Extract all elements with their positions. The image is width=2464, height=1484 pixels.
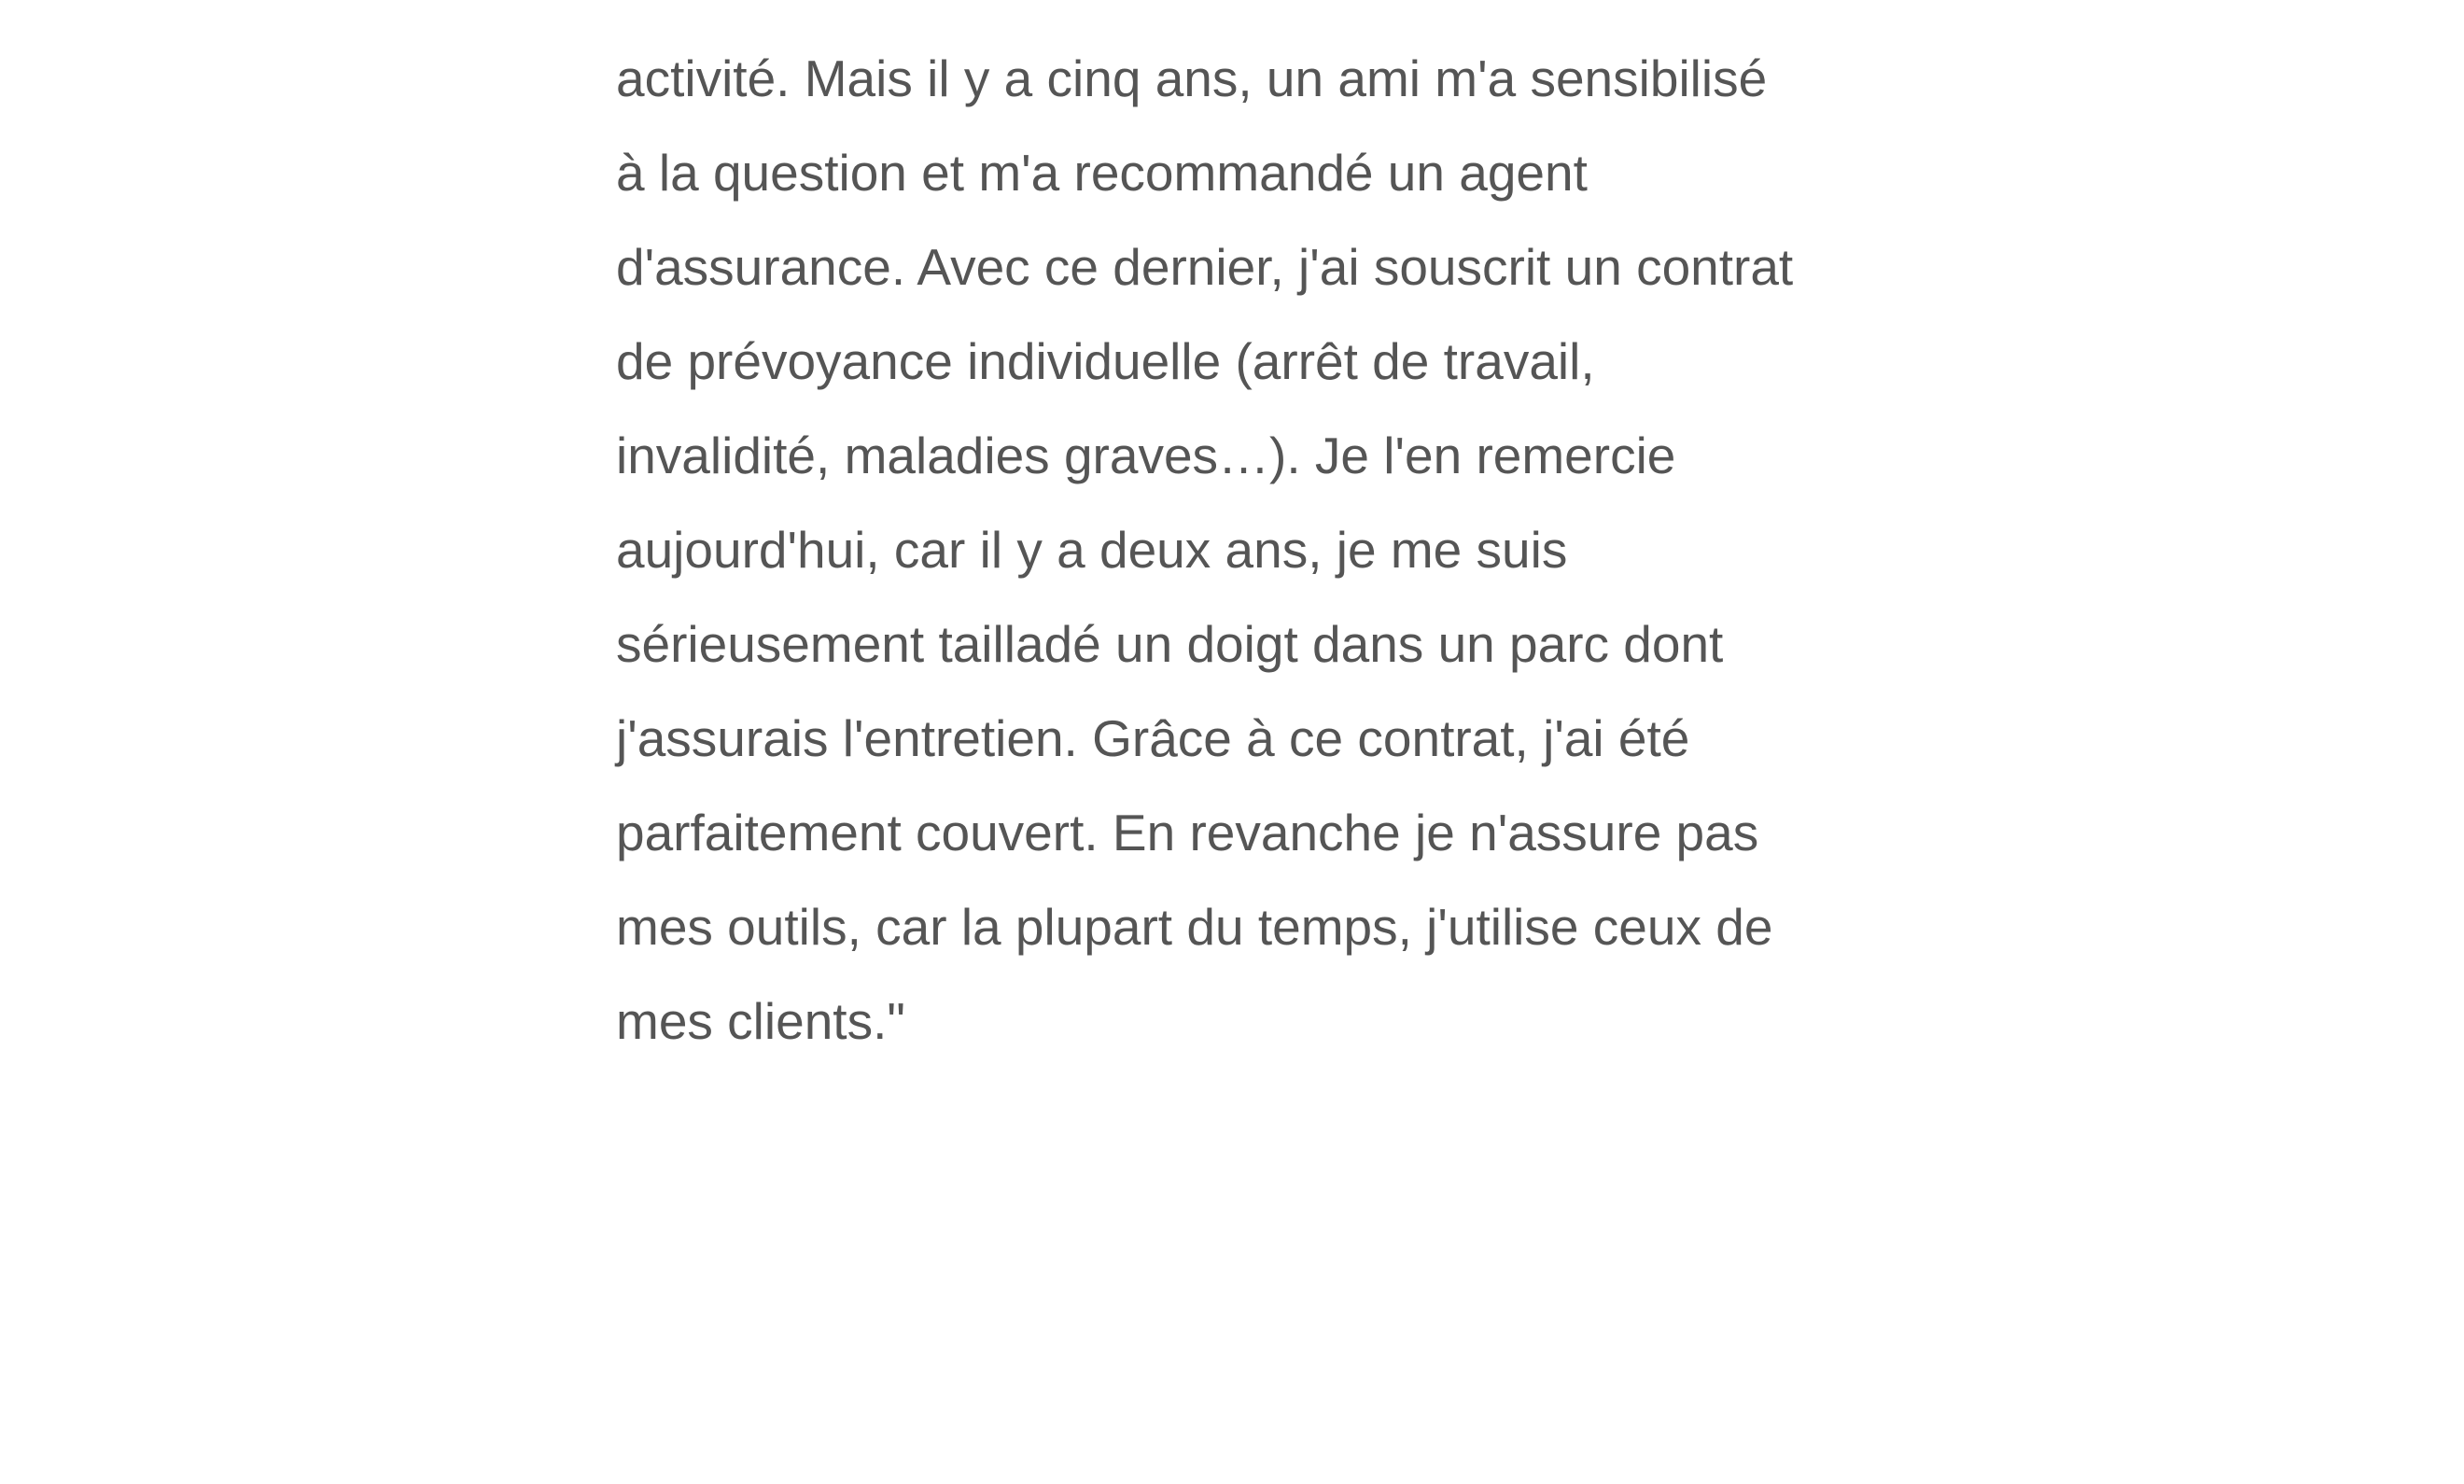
article-text-line: mes outils, car la plupart du temps, j'utilise ceux de [616,898,1773,956]
article-text-line: de prévoyance individuelle (arrêt de travail, [616,332,1595,390]
article-text-line: sérieusement tailladé un doigt dans un parc dont [616,615,1724,673]
article-text-line: invalidité, maladies graves…). Je l'en remercie [616,427,1676,484]
article-text-line: mes clients." [616,992,905,1050]
article-text-line: à la question et m'a recommandé un agent [616,144,1588,202]
article-text-line: j'assurais l'entretien. Grâce à ce contrat, j'ai été [616,709,1690,767]
clipped-text-line [616,0,1857,10]
article-text-line: activité. Mais il y a cinq ans, un ami m'a sensibilisé [616,49,1768,107]
article-text-line: parfaitement couvert. En revanche je n'assure pas [616,804,1759,861]
article-text-line: aujourd'hui, car il y a deux ans, je me suis [616,521,1568,579]
article-text-line: d'assurance. Avec ce dernier, j'ai souscrit un contrat [616,238,1794,296]
